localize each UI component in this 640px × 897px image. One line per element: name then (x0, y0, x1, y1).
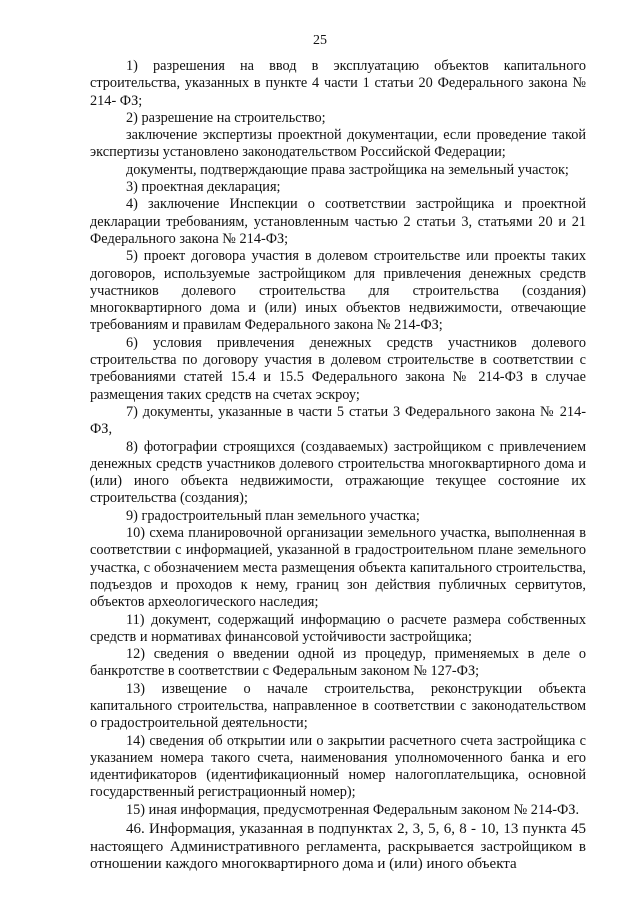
paragraph-item-10-site-scheme: 10) схема планировочной организации земельного участка, выполненная в соответствии с информацией, указанной в градостроительном плане земельного участка, с обозначением места размещения объекта капитального строительства, подъездов и проходов к нему, границ зон действия публичных сервитутов, объектов археологического наследия; (90, 525, 586, 611)
paragraph-item-3-project-declaration: 3) проектная декларация; (126, 179, 281, 196)
paragraph-item-14-bank-account: 14) сведения об открытии или о закрытии расчетного счета застройщика с указанием номера такого счета, наименования уполномоченного банка и его идентификаторов (идентификационный номер налогоплательщика, основной государственный регистрационный номер); (90, 732, 586, 801)
paragraph-item-8-photographs: 8) фотографии строящихся (создаваемых) застройщиком с привлечением денежных средств участников долевого строительства многоквартирного дома и (или) иного объекта недвижимости, отражающие текущее состояние их строительства (создания); (90, 438, 586, 507)
paragraph-item-15-other-information: 15) иная информация, предусмотренная Федеральным законом № 214-ФЗ. (126, 801, 580, 818)
paragraph-clause-46: 46. Информация, указанная в подпунктах 2, 3, 5, 6, 8 - 10, 13 пункта 45 настоящего Административного регламента, раскрывается застройщиком в отношении каждого многоквартирного дома и (или) иного объекта (90, 821, 586, 873)
paragraph-item-7-documents: 7) документы, указанные в части 5 статьи 3 Федерального закона № 214-ФЗ, (90, 403, 586, 438)
paragraph-item-13-construction-notice: 13) извещение о начале строительства, реконструкции объекта капитального строительства, направленное в соответствии с законодательством о градостроительной деятельности; (90, 680, 586, 732)
paragraph-item-6-escrow-conditions: 6) условия привлечения денежных средств участников долевого строительства по договору участия в долевом строительстве в соответствии с требованиями статей 15.4 и 15.5 Федерального закона № 214-ФЗ в случае размещения таких средств на счетах эскроу; (90, 334, 586, 403)
paragraph-expertise-conclusion: заключение экспертизы проектной документации, если проведение такой экспертизы установлено законодательством Российской Федерации; (90, 127, 586, 161)
paragraph-land-rights-documents: документы, подтверждающие права застройщика на земельный участок; (126, 161, 569, 178)
paragraph-item-2-construction-permit: 2) разрешение на строительство; (126, 109, 326, 126)
page-number: 25 (313, 33, 327, 48)
paragraph-item-5-contract-draft: 5) проект договора участия в долевом строительстве или проекты таких договоров, используемые застройщиком для привлечения денежных средств участников долевого строительства для строительства (создания) многоквартирного дома и (или) иных объектов недвижимости, отвечающие требованиям и правилам Федерального закона № 214-ФЗ; (90, 248, 586, 334)
paragraph-item-9-urban-plan: 9) градостроительный план земельного участка; (126, 507, 420, 524)
paragraph-item-12-bankruptcy: 12) сведения о введении одной из процедур, применяемых в деле о банкротстве в соответствии с Федеральным законом № 127-ФЗ; (90, 646, 586, 680)
paragraph-item-4-inspection-conclusion: 4) заключение Инспекции о соответствии застройщика и проектной декларации требованиям, установленным частью 2 статьи 3, статьями 20 и 21 Федерального закона № 214-ФЗ; (90, 196, 586, 247)
paragraph-item-1-commissioning-permits: 1) разрешения на ввод в эксплуатацию объектов капитального строительства, указанных в пункте 4 части 1 статьи 20 Федерального закона № 214- ФЗ; (90, 58, 586, 109)
document-body (90, 58, 586, 874)
paragraph-item-11-financial-stability: 11) документ, содержащий информацию о расчете размера собственных средств и нормативах финансовой устойчивости застройщика; (90, 611, 586, 645)
